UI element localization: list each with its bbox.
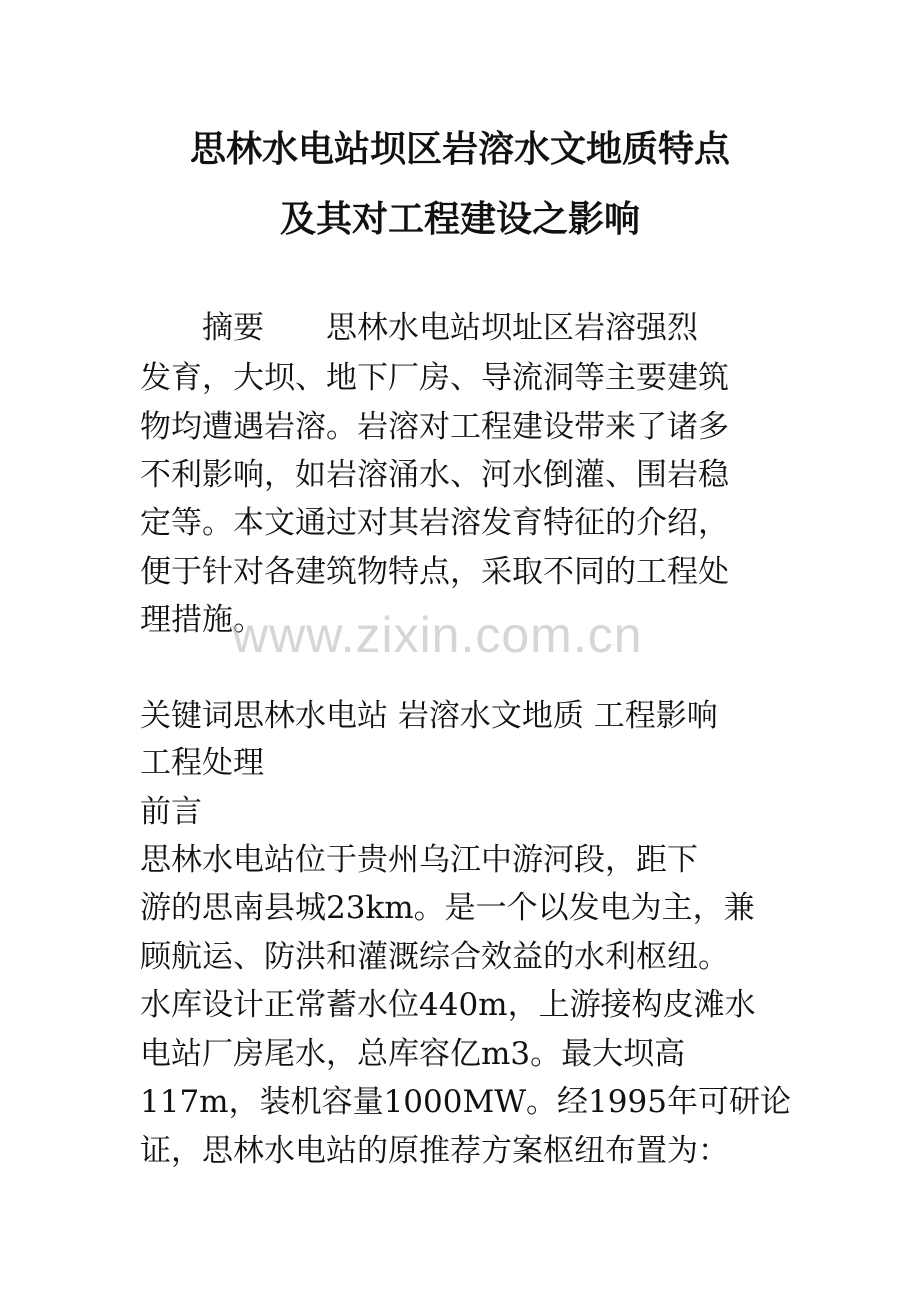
- abstract-line: 定等。本文通过对其岩溶发育特征的介绍，: [140, 505, 729, 541]
- title-line-1: 思林水电站坝区岩溶水文地质特点: [189, 129, 730, 170]
- abstract-line: 摘要 思林水电站坝址区岩溶强烈: [140, 310, 698, 346]
- preface-line: 顾航运、防洪和灌溉综合效益的水利枢纽。: [140, 939, 729, 975]
- abstract-line: 物均遭遇岩溶。岩溶对工程建设带来了诸多: [140, 409, 729, 445]
- abstract-line: 便于针对各建筑物特点，采取不同的工程处: [140, 554, 729, 590]
- preface-line: 水库设计正常蓄水位440m，上游接构皮滩水: [140, 987, 756, 1023]
- keywords-line: 关键词思林水电站 岩溶水文地质 工程影响: [140, 698, 718, 734]
- preface-line: 117m，装机容量1000MW。经1995年可研论: [140, 1084, 791, 1120]
- preface-line: 证，思林水电站的原推荐方案枢纽布置为：: [140, 1133, 729, 1169]
- preface-line: 电站厂房尾水，总库容亿m3。最大坝高: [140, 1036, 686, 1072]
- preface-line: 思林水电站位于贵州乌江中游河段，距下: [140, 842, 698, 878]
- abstract-line: 理措施。: [140, 602, 264, 638]
- watermark-text: www.zixin.com.cn: [232, 607, 643, 663]
- preface-line: 游的思南县城23km。是一个以发电为主，兼: [140, 890, 755, 926]
- preface-heading: 前言: [140, 794, 202, 830]
- keywords-line: 工程处理: [140, 745, 264, 781]
- abstract-line: 发育，大坝、地下厂房、导流洞等主要建筑: [140, 360, 729, 396]
- title-line-2: 及其对工程建设之影响: [279, 199, 640, 240]
- abstract-line: 不利影响，如岩溶涌水、河水倒灌、围岩稳: [140, 457, 729, 493]
